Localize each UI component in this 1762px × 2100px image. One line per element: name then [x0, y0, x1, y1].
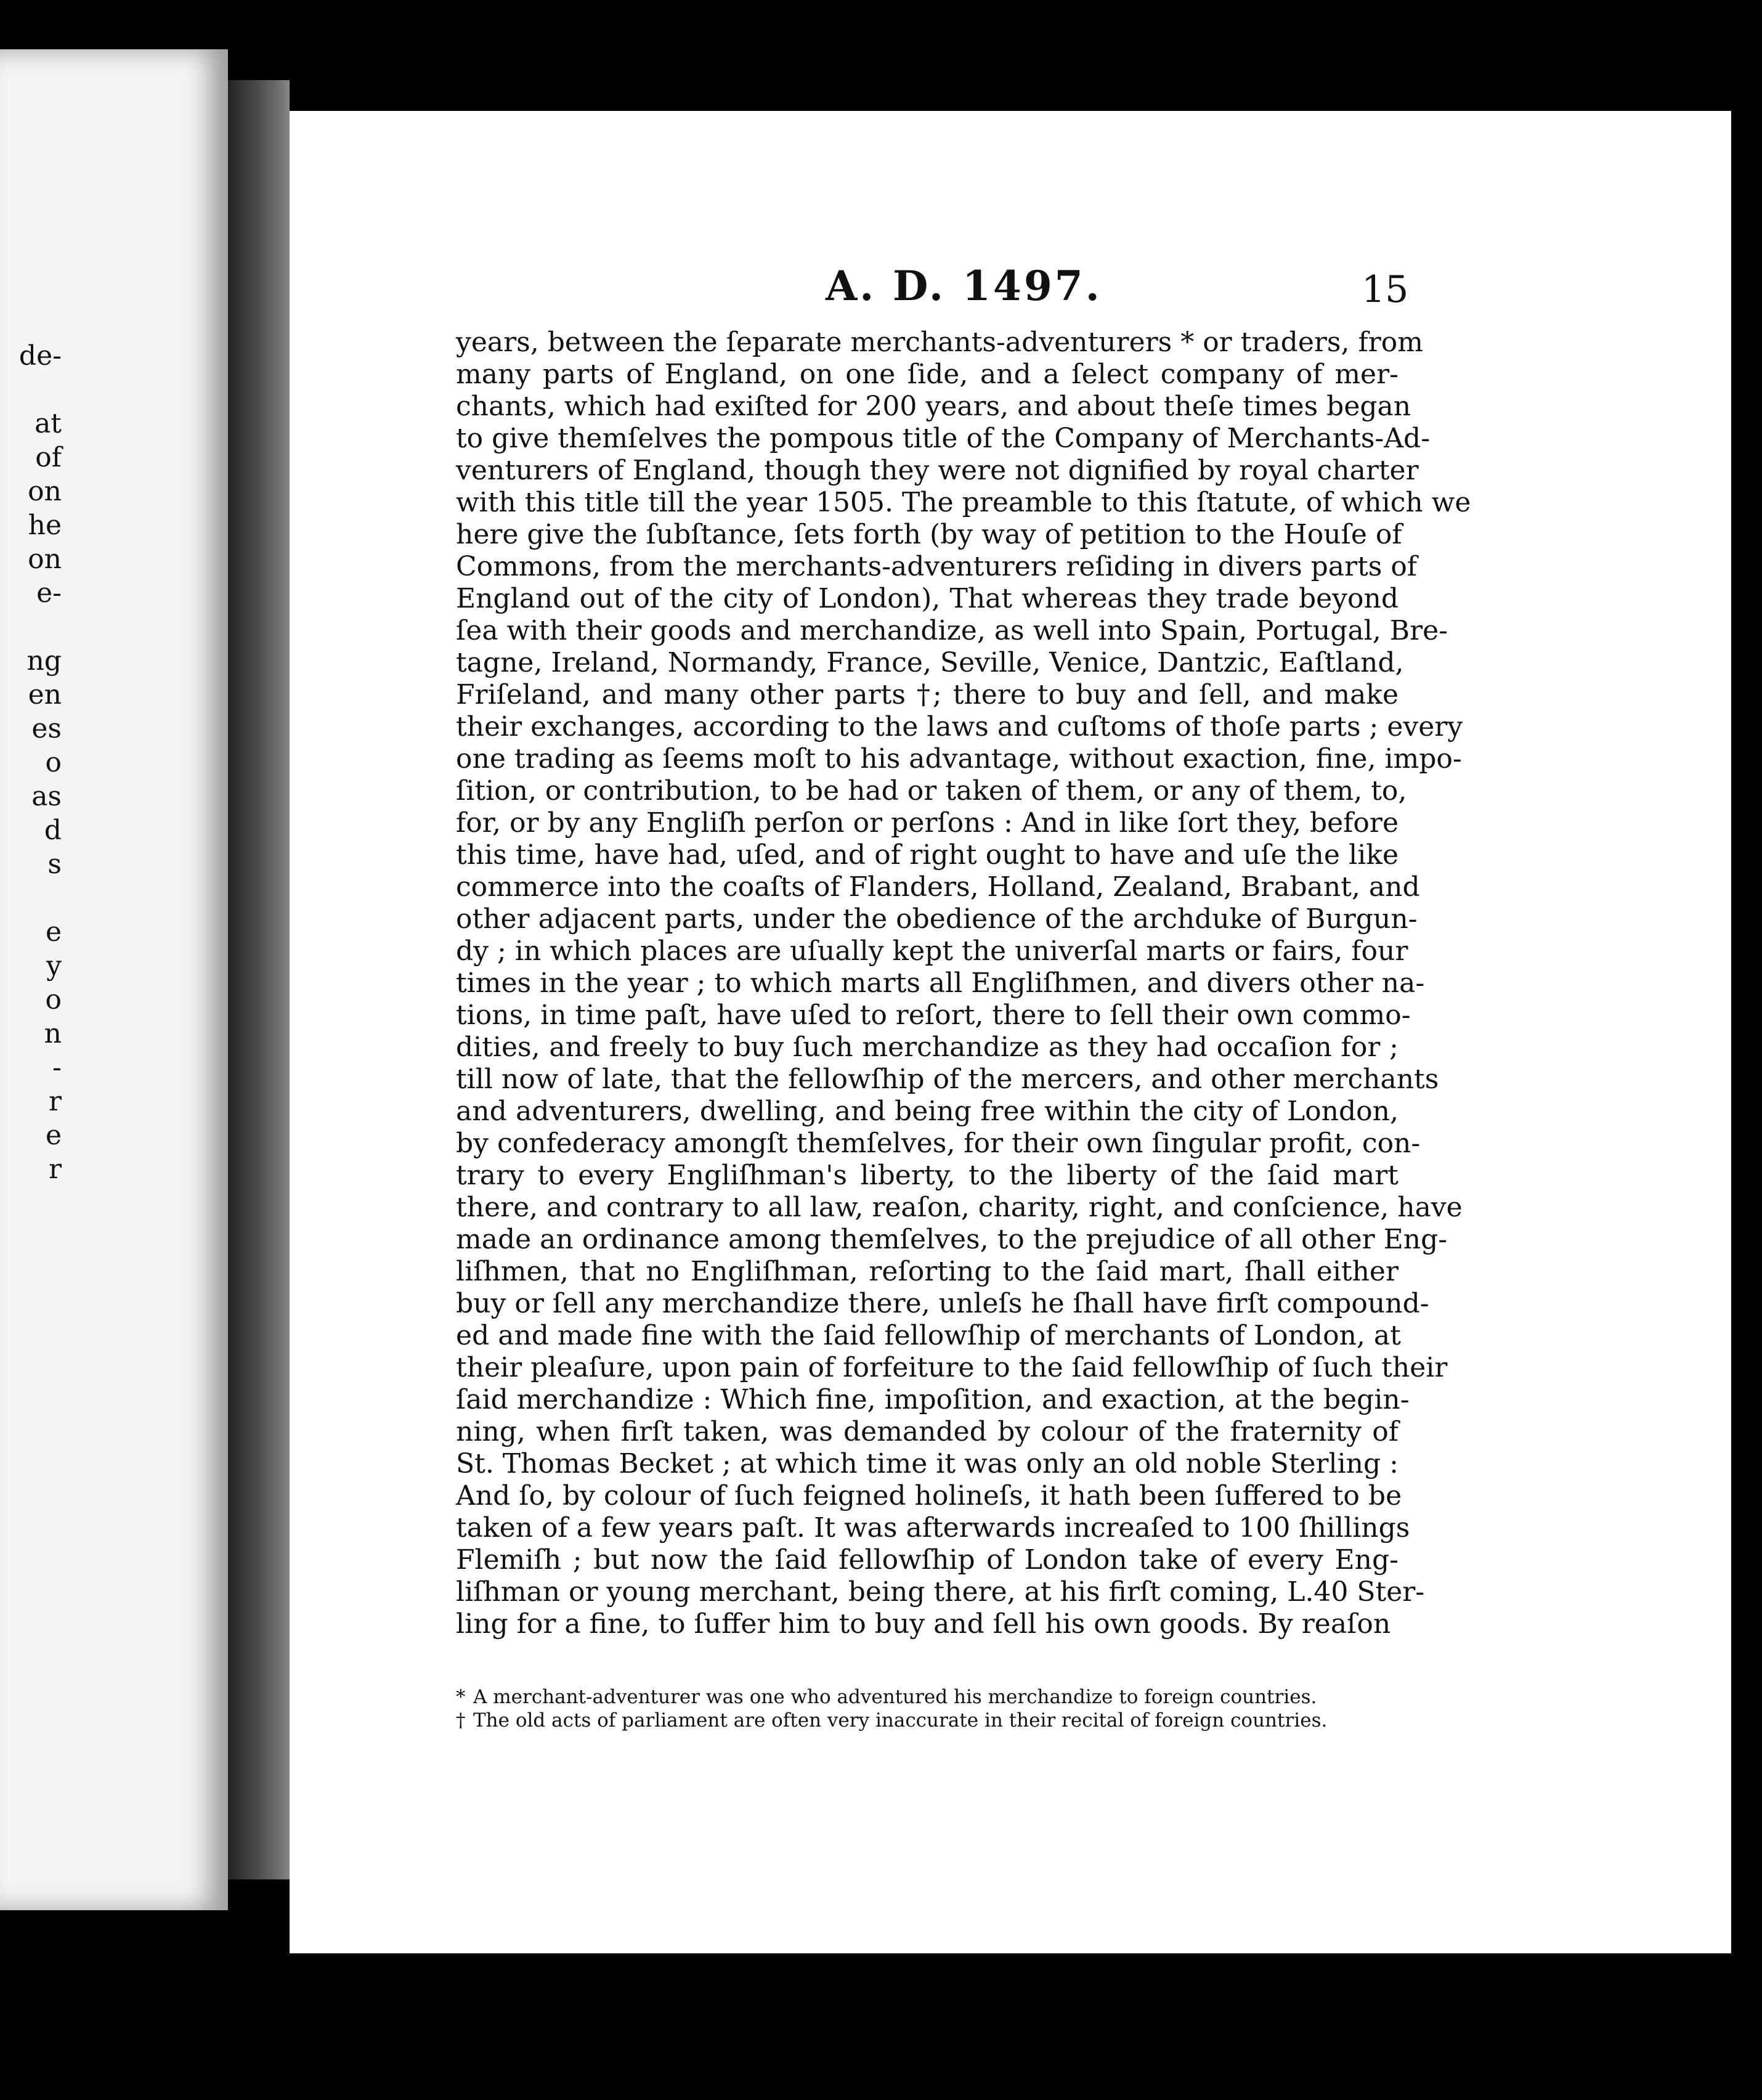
text-line: trary to every Engliſhman's liberty, to the liberty of the ſaid mart [456, 1160, 1399, 1191]
facing-page-line [0, 373, 62, 407]
text-line: ling for a fine, to ſuffer him to buy and ſell his own goods. By reaſon [456, 1608, 1391, 1640]
text-line: Flemiſh ; but now the ſaid fellowſhip of London take of every Eng- [456, 1544, 1399, 1576]
text-line: their pleaſure, upon pain of forfeiture to the ſaid fellowſhip of ſuch their [456, 1352, 1448, 1383]
text-line: Friſeland, and many other parts †; there to buy and ſell, and make [456, 679, 1399, 710]
book-page [290, 111, 1731, 1953]
facing-page-line: ng [26, 645, 62, 677]
text-line: to give themſelves the pompous title of the Company of Merchants-Ad- [456, 423, 1431, 454]
text-line: And ſo, by colour of ſuch feigned holineſs, it hath been ſuffered to be [456, 1480, 1402, 1512]
text-line: liſhmen, that no Engliſhman, reſorting to the ſaid mart, ſhall either [456, 1256, 1399, 1287]
facing-page-text [0, 339, 62, 1186]
facing-page-line: on [28, 476, 62, 507]
running-head: A. D. 1497. [826, 262, 1102, 310]
facing-page-line: o [45, 747, 62, 778]
facing-page-line: es [31, 713, 62, 744]
footnote-text: The old acts of parliament are often very inaccurate in their recital of foreign countries. [473, 1709, 1328, 1732]
facing-page-line: en [28, 679, 62, 710]
footnote-text: A merchant-adventurer was one who adventured his merchandize to foreign countries. [473, 1686, 1317, 1708]
text-line: commerce into the coaſts of Flanders, Holland, Zealand, Brabant, and [456, 871, 1420, 903]
facing-page-line [0, 881, 62, 915]
text-line: one trading as ſeems moſt to his advantage, without exaction, fine, impo- [456, 743, 1462, 775]
footnote-mark: † [456, 1709, 466, 1732]
facing-page-line: de- [18, 340, 62, 372]
text-line: taken of a few years paſt. It was afterwards increaſed to 100 ſhillings [456, 1512, 1410, 1544]
facing-page-line: e- [36, 577, 62, 609]
footnote [456, 1709, 1328, 1732]
text-line: England out of the city of London), That whereas they trade beyond [456, 583, 1399, 614]
text-line: St. Thomas Becket ; at which time it was only an old noble Sterling : [456, 1448, 1399, 1479]
text-line: many parts of England, on one ſide, and a ſelect company of mer- [456, 359, 1399, 390]
text-line: liſhman or young merchant, being there, at his firſt coming, L.40 Ster- [456, 1576, 1425, 1608]
book-gutter [228, 80, 290, 1879]
page-header [290, 262, 1731, 317]
facing-page-fragment [0, 49, 228, 1910]
facing-page-line: d [44, 815, 62, 846]
text-line: Commons, from the merchants-adventurers reſiding in divers parts of [456, 551, 1418, 582]
facing-page-line: e [45, 916, 62, 948]
footnote-mark: * [456, 1686, 466, 1708]
facing-page-line: of [35, 442, 62, 473]
footnotes [456, 1685, 1328, 1732]
text-line: there, and contrary to all law, reaſon, charity, right, and conſcience, have [456, 1192, 1463, 1223]
text-line: other adjacent parts, under the obedience of the archduke of Burgun- [456, 903, 1418, 935]
text-line: their exchanges, according to the laws and cuſtoms of thoſe parts ; every [456, 711, 1463, 743]
text-line: tions, in time paſt, have uſed to reſort, there to ſell their own commo- [456, 999, 1411, 1031]
text-line: years, between the ſeparate merchants-adventurers * or traders, from [456, 327, 1423, 358]
facing-page-line: y [46, 950, 62, 982]
text-line: dities, and freely to buy ſuch merchandize as they had occaſion for ; [456, 1032, 1399, 1063]
text-line: here give the ſubſtance, ſets forth (by way of petition to the Houſe of [456, 519, 1402, 550]
text-line: ſition, or contribution, to be had or taken of them, or any of them, to, [456, 775, 1407, 807]
text-line: with this title till the year 1505. The preamble to this ſtatute, of which we [456, 487, 1471, 518]
facing-page-line: o [45, 984, 62, 1015]
facing-page-line: e [45, 1120, 62, 1151]
text-line: ſea with their goods and merchandize, as well into Spain, Portugal, Bre- [456, 615, 1448, 646]
facing-page-line: n [44, 1018, 62, 1049]
text-line: times in the year ; to which marts all Engliſhmen, and divers other na- [456, 967, 1425, 999]
facing-page-line [0, 610, 62, 644]
body-text [456, 327, 1471, 1640]
facing-page-line: r [48, 1086, 62, 1117]
footnote [456, 1685, 1318, 1709]
text-line: this time, have had, uſed, and of right ought to have and uſe the like [456, 839, 1399, 871]
text-line: ning, when firſt taken, was demanded by colour of the fraternity of [456, 1416, 1399, 1447]
text-line: ed and made fine with the ſaid fellowſhip of merchants of London, at [456, 1320, 1401, 1351]
text-line: dy ; in which places are uſually kept the univerſal marts or fairs, four [456, 935, 1408, 967]
facing-page-line: at [35, 408, 62, 439]
text-line: till now of late, that the fellowſhip of the mercers, and other merchants [456, 1064, 1439, 1095]
text-line: venturers of England, though they were not dignified by royal charter [456, 455, 1419, 486]
text-line: made an ordinance among themſelves, to the prejudice of all other Eng- [456, 1224, 1448, 1255]
text-line: chants, which had exiſted for 200 years, and about theſe times began [456, 391, 1411, 422]
text-line: buy or ſell any merchandize there, unleſs he ſhall have firſt compound- [456, 1288, 1429, 1319]
facing-page-line: r [48, 1154, 62, 1185]
facing-page-line: on [28, 543, 62, 575]
facing-page-line: as [31, 781, 62, 812]
page-number: 15 [1362, 268, 1409, 311]
text-line: tagne, Ireland, Normandy, France, Seville, Venice, Dantzic, Eaſtland, [456, 647, 1404, 678]
text-line: ſaid merchandize : Which fine, impoſition, and exaction, at the begin- [456, 1384, 1410, 1415]
text-line: by confederacy amongſt themſelves, for their own ſingular profit, con- [456, 1128, 1421, 1159]
facing-page-line: - [52, 1052, 62, 1083]
facing-page-line: s [47, 849, 62, 880]
text-line: for, or by any Engliſh perſon or perſons : And in like ſort they, before [456, 807, 1399, 839]
text-line: and adventurers, dwelling, and being free within the city of London, [456, 1096, 1399, 1127]
facing-page-line: he [28, 510, 62, 541]
